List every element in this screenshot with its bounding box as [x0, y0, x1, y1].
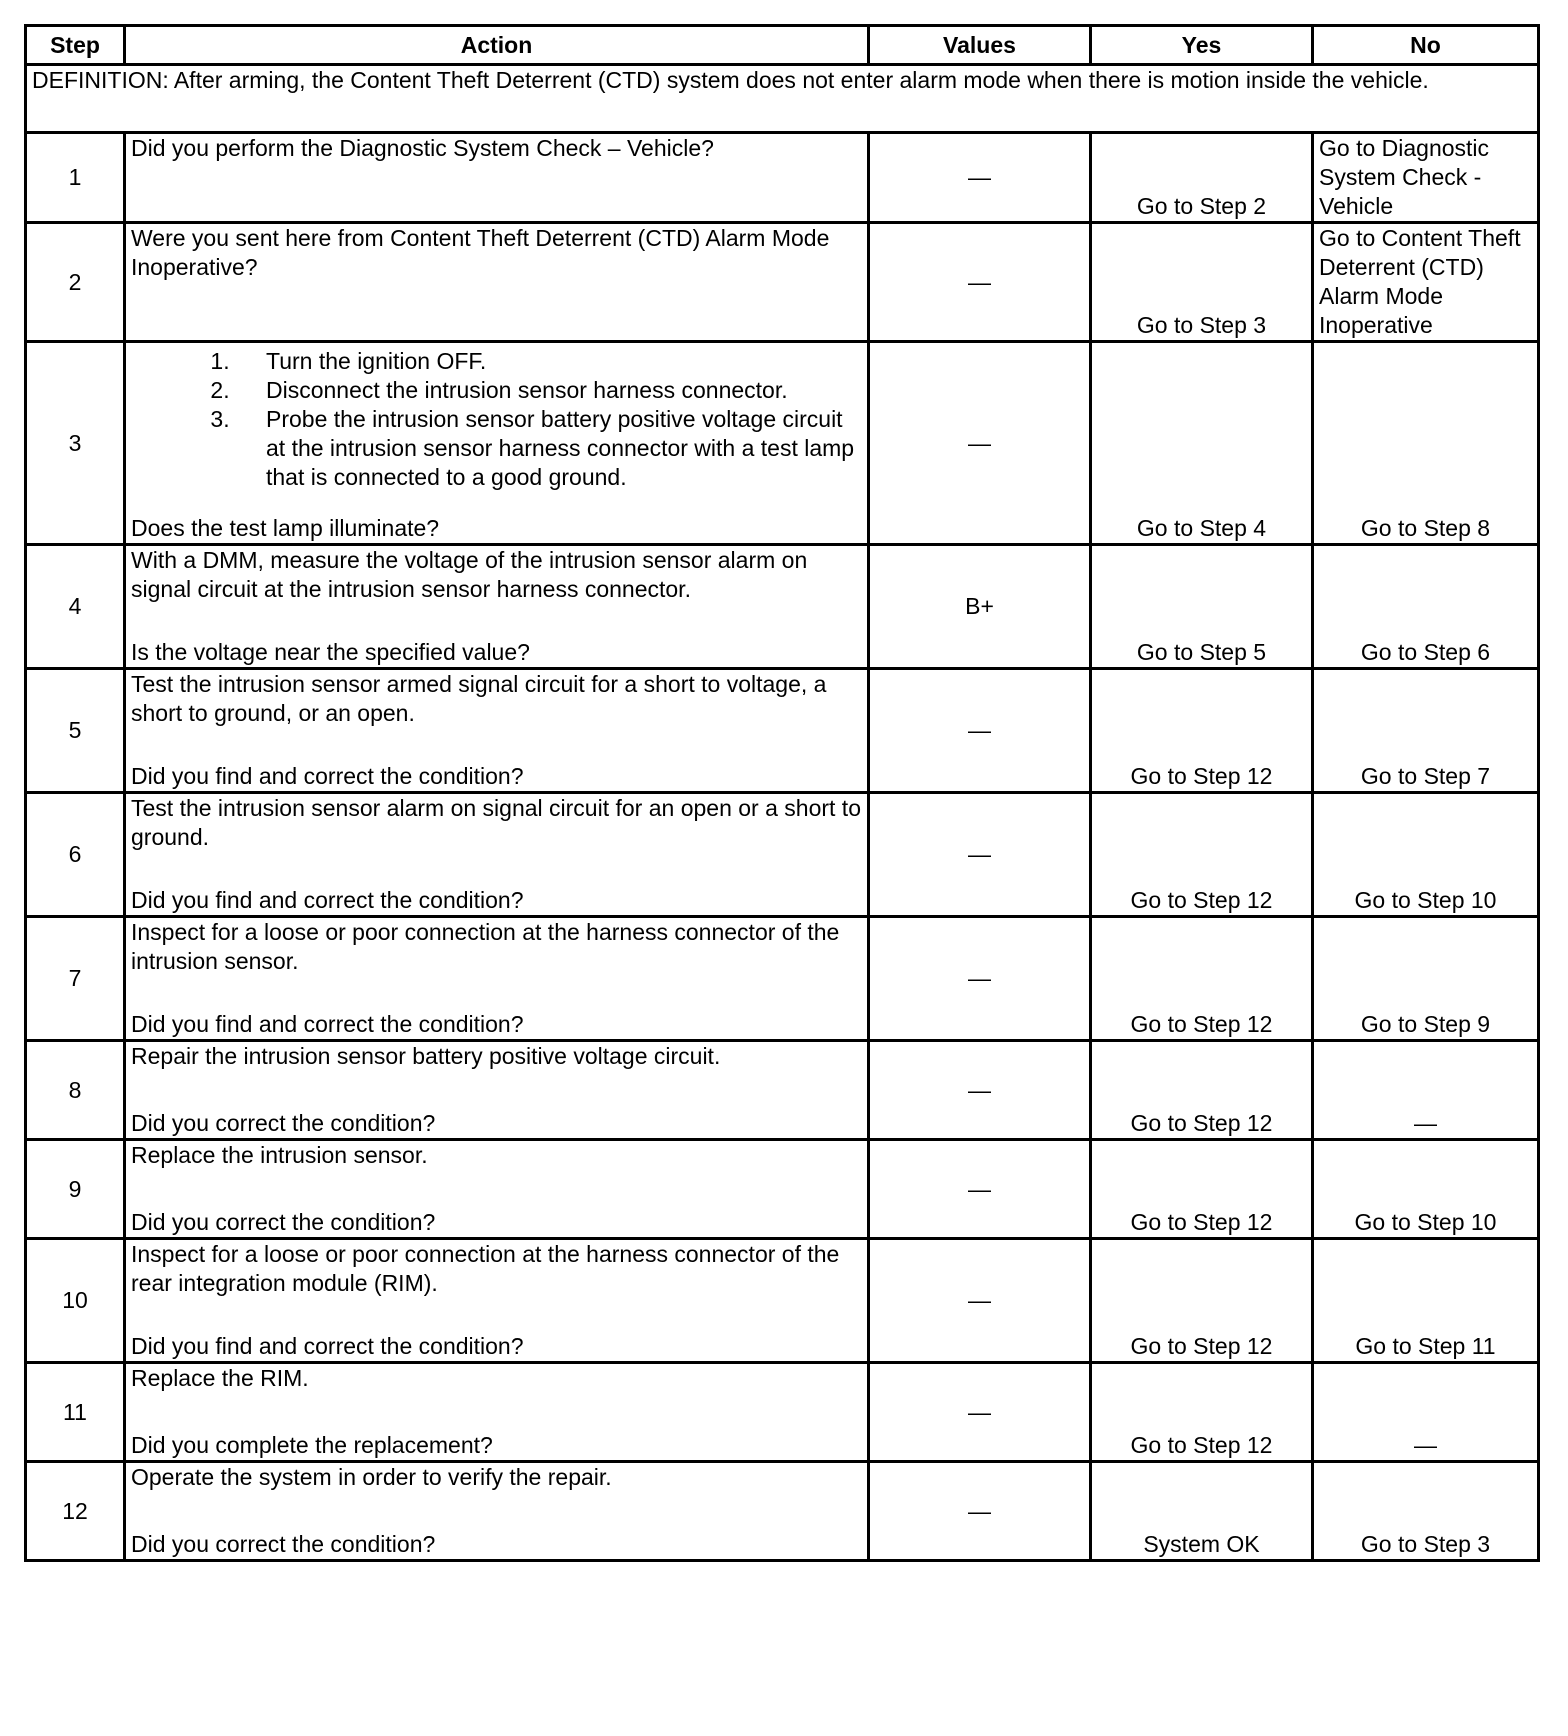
step-number: 4	[26, 545, 125, 669]
step-number: 1	[26, 133, 125, 223]
table-row	[26, 342, 1539, 545]
table-row	[26, 1363, 1539, 1462]
no-cell: Go to Step 6	[1313, 545, 1539, 669]
value-cell: —	[869, 1041, 1091, 1140]
step-number: 6	[26, 793, 125, 917]
yes-cell: Go to Step 12	[1091, 793, 1313, 917]
action-cell	[125, 1140, 869, 1239]
step-number: 11	[26, 1363, 125, 1462]
no-cell: Go to Step 10	[1313, 1140, 1539, 1239]
yes-cell: Go to Step 5	[1091, 545, 1313, 669]
action-cell	[125, 1462, 869, 1561]
action-question: Did you correct the condition?	[131, 1531, 436, 1557]
table-row	[26, 1462, 1539, 1561]
yes-cell: Go to Step 3	[1091, 223, 1313, 342]
step-number: 5	[26, 669, 125, 793]
action-cell	[125, 669, 869, 793]
yes-cell: Go to Step 12	[1091, 669, 1313, 793]
table-row	[26, 793, 1539, 917]
definition-text: DEFINITION: After arming, the Content Theft Deterrent (CTD) system does not enter alarm mode when there is motion inside the vehicle.	[26, 65, 1539, 133]
action-cell	[125, 1041, 869, 1140]
action-question: Did you correct the condition?	[131, 1110, 436, 1136]
step-number: 8	[26, 1041, 125, 1140]
definition-row	[26, 65, 1539, 133]
action-cell	[125, 342, 869, 545]
header-row	[26, 26, 1539, 65]
table-row	[26, 1041, 1539, 1140]
value-cell: —	[869, 223, 1091, 342]
yes-cell: Go to Step 4	[1091, 342, 1313, 545]
value-cell: —	[869, 342, 1091, 545]
action-text: Operate the system in order to verify the repair.	[131, 1464, 612, 1490]
yes-cell: System OK	[1091, 1462, 1313, 1561]
no-cell: Go to Step 9	[1313, 917, 1539, 1041]
action-cell	[125, 793, 869, 917]
diagnostic-table	[24, 24, 1540, 1562]
substep-item: 1. Turn the ignition OFF.	[236, 347, 862, 376]
header-no: No	[1313, 26, 1539, 65]
action-text: Replace the intrusion sensor.	[131, 1142, 428, 1168]
no-cell: Go to Diagnostic System Check - Vehicle	[1313, 133, 1539, 223]
step-number: 12	[26, 1462, 125, 1561]
action-text: Did you perform the Diagnostic System Check – Vehicle?	[131, 135, 714, 161]
no-cell: —	[1313, 1363, 1539, 1462]
value-cell: —	[869, 793, 1091, 917]
no-cell: Go to Step 11	[1313, 1239, 1539, 1363]
action-text: Repair the intrusion sensor battery positive voltage circuit.	[131, 1043, 721, 1069]
value-cell: —	[869, 917, 1091, 1041]
action-cell	[125, 133, 869, 223]
step-number: 10	[26, 1239, 125, 1363]
substep-item: 2. Disconnect the intrusion sensor harness connector.	[236, 376, 862, 405]
action-cell	[125, 223, 869, 342]
value-cell: —	[869, 1462, 1091, 1561]
step-number: 3	[26, 342, 125, 545]
table-row	[26, 1140, 1539, 1239]
value-cell: B+	[869, 545, 1091, 669]
action-cell	[125, 917, 869, 1041]
action-question: Does the test lamp illuminate?	[131, 515, 440, 541]
action-question: Did you correct the condition?	[131, 1209, 436, 1235]
no-cell: Go to Step 8	[1313, 342, 1539, 545]
header-yes: Yes	[1091, 26, 1313, 65]
action-text: With a DMM, measure the voltage of the intrusion sensor alarm on signal circuit at the intrusion sensor harness connector.	[131, 547, 808, 602]
action-question: Did you find and correct the condition?	[131, 1333, 524, 1359]
table-row	[26, 917, 1539, 1041]
action-cell	[125, 1363, 869, 1462]
action-question: Did you complete the replacement?	[131, 1432, 493, 1458]
yes-cell: Go to Step 12	[1091, 1140, 1313, 1239]
action-text: Test the intrusion sensor alarm on signal circuit for an open or a short to ground.	[131, 795, 861, 850]
action-question: Did you find and correct the condition?	[131, 1011, 524, 1037]
step-number: 7	[26, 917, 125, 1041]
value-cell: —	[869, 133, 1091, 223]
table-row	[26, 223, 1539, 342]
yes-cell: Go to Step 12	[1091, 1239, 1313, 1363]
table-row	[26, 669, 1539, 793]
yes-cell: Go to Step 12	[1091, 1041, 1313, 1140]
substep-list	[131, 347, 862, 492]
action-text: Test the intrusion sensor armed signal circuit for a short to voltage, a short to ground, or an open.	[131, 671, 827, 726]
no-cell: Go to Step 7	[1313, 669, 1539, 793]
header-action: Action	[125, 26, 869, 65]
header-step: Step	[26, 26, 125, 65]
action-text: Replace the RIM.	[131, 1365, 309, 1391]
table-row	[26, 545, 1539, 669]
substep-item: 3. Probe the intrusion sensor battery positive voltage circuit at the intrusion sensor harness connector with a test lamp that is connected to a good ground.	[236, 405, 862, 492]
yes-cell: Go to Step 12	[1091, 917, 1313, 1041]
table-row	[26, 133, 1539, 223]
yes-cell: Go to Step 2	[1091, 133, 1313, 223]
no-cell: Go to Step 3	[1313, 1462, 1539, 1561]
action-text: Inspect for a loose or poor connection at the harness connector of the rear integration module (RIM).	[131, 1241, 840, 1296]
action-question: Did you find and correct the condition?	[131, 887, 524, 913]
action-question: Is the voltage near the specified value?	[131, 639, 530, 665]
no-cell: Go to Content Theft Deterrent (CTD) Alarm Mode Inoperative	[1313, 223, 1539, 342]
no-cell: —	[1313, 1041, 1539, 1140]
yes-cell: Go to Step 12	[1091, 1363, 1313, 1462]
value-cell: —	[869, 669, 1091, 793]
table-row	[26, 1239, 1539, 1363]
action-cell	[125, 545, 869, 669]
value-cell: —	[869, 1140, 1091, 1239]
value-cell: —	[869, 1239, 1091, 1363]
value-cell: —	[869, 1363, 1091, 1462]
action-text: Were you sent here from Content Theft Deterrent (CTD) Alarm Mode Inoperative?	[131, 225, 830, 280]
no-cell: Go to Step 10	[1313, 793, 1539, 917]
action-cell	[125, 1239, 869, 1363]
step-number: 2	[26, 223, 125, 342]
action-text: Inspect for a loose or poor connection at the harness connector of the intrusion sensor.	[131, 919, 840, 974]
action-question: Did you find and correct the condition?	[131, 763, 524, 789]
step-number: 9	[26, 1140, 125, 1239]
header-values: Values	[869, 26, 1091, 65]
